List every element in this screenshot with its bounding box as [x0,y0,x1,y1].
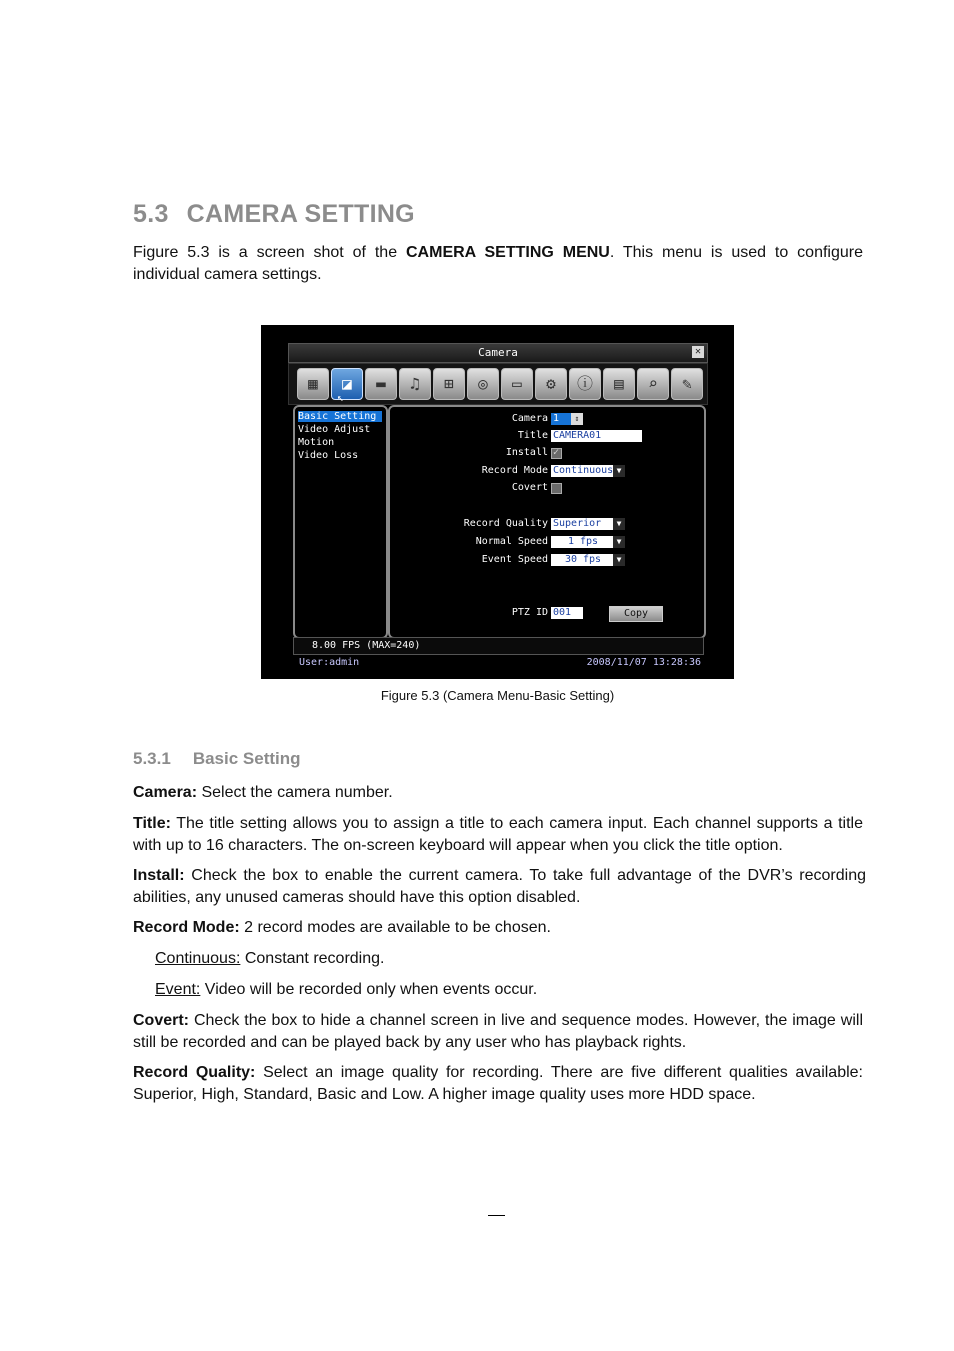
intro-bold: CAMERA SETTING MENU [406,244,610,261]
item-install [133,865,866,909]
record-mode-value: Continuous [553,465,614,476]
term: Event: [155,981,201,998]
record-mode-select[interactable] [551,465,625,477]
camera-menu-screenshot [261,325,734,679]
stepper-arrows-icon[interactable]: ⇕ [571,413,583,425]
menu-item-video-loss[interactable]: Video Loss [298,450,359,461]
tools-icon[interactable]: ✎ [671,368,703,400]
chevron-down-icon[interactable]: ▼ [613,465,625,477]
window-titlebar [288,343,708,363]
definition: Select an image quality for recording. There are five different qualities available: Superior, High, Standard, Basic and Low. A higher image quality uses more HDD space. [133,1064,863,1103]
item-camera [133,782,863,804]
term: Covert: [133,1012,190,1029]
definition: 2 record modes are available to be chosen. [239,919,551,936]
menu-item-basic-setting[interactable]: Basic Setting [298,411,382,422]
record-icon[interactable]: ▬ [365,368,397,400]
ptz-id-label: PTZ ID [511,607,548,618]
event-speed-value: 30 fps [564,554,602,565]
record-quality-label: Record Quality [463,518,548,529]
title-input[interactable]: CAMERA01 [551,430,642,442]
covert-checkbox[interactable] [551,483,562,494]
definition: Video will be recorded only when events occur. [200,981,538,998]
term: Install: [133,867,185,884]
event-speed-label: Event Speed [481,554,548,565]
system-icon[interactable]: ⚙ [535,368,567,400]
subsection-heading [133,749,301,769]
menu-item-motion[interactable]: Motion [298,437,335,448]
item-title [133,813,863,857]
item-record-mode [133,917,863,939]
status-bar [293,637,704,655]
definition: Select the camera number. [197,784,393,801]
intro-text-end: . This menu is used to configure individual camera settings. [133,244,863,283]
item-record-quality [133,1062,863,1106]
record-quality-select[interactable] [551,518,625,530]
window-title: Camera [478,346,518,359]
intro-text: Figure 5.3 is a screen shot of the [133,244,406,261]
subsection-number: 5.3.1 [133,749,171,768]
figure-caption: Figure 5.3 (Camera Menu-Basic Setting) [380,688,615,703]
info-icon[interactable]: ⓘ [569,368,601,400]
copy-button[interactable]: Copy [609,606,663,622]
submenu-panel [293,405,388,639]
section-title: CAMERA SETTING [186,200,415,228]
covert-label: Covert [511,482,548,493]
chevron-down-icon[interactable]: ▼ [613,536,625,548]
term: Title: [133,815,171,832]
camera-value: 1 [553,413,560,424]
subsection-title: Basic Setting [192,749,301,768]
menu-item-video-adjust[interactable]: Video Adjust [298,424,371,435]
display-icon[interactable]: ▦ [297,368,329,400]
fps-readout: 8.00 FPS (MAX=240) [312,640,421,651]
chevron-down-icon[interactable]: ▼ [613,554,625,566]
term: Record Mode: [133,919,240,936]
section-number: 5.3 [133,200,169,228]
ptz-id-input[interactable]: 001 [551,607,583,619]
current-user: User:admin [299,657,360,668]
record-mode-label: Record Mode [481,465,548,476]
alarm-icon[interactable]: ♫ [399,368,431,400]
checkmark-icon: ✓ [553,447,560,458]
definition: Check the box to hide a channel screen in live and sequence modes. However, the image will still be recorded and can be played back by any user who has playback rights. [133,1012,863,1051]
close-icon[interactable]: ✕ [692,346,704,358]
date-time: 2008/11/07 13:28:36 [586,657,701,668]
definition: Constant recording. [240,950,385,967]
title-label: Title [517,430,548,441]
event-speed-select[interactable] [551,554,625,566]
normal-speed-select[interactable] [551,536,625,548]
section-heading [133,200,415,229]
settings-panel [388,405,706,639]
mouse-cursor-icon: ↖ [337,391,344,404]
camera-icon[interactable]: ◪ [331,368,363,400]
camera-label: Camera [511,413,548,424]
network-icon[interactable]: ⊞ [433,368,465,400]
install-label: Install [505,447,548,458]
chevron-down-icon[interactable]: ▼ [613,518,625,530]
menu-toolbar [288,363,708,405]
item-event [155,979,537,1001]
event-log-icon[interactable]: ▤ [603,368,635,400]
search-icon[interactable]: ⌕ [637,368,669,400]
normal-speed-label: Normal Speed [475,536,548,547]
item-covert [133,1010,863,1054]
intro-paragraph [133,242,863,286]
term: Camera: [133,784,198,801]
record-quality-value: Superior [553,518,602,529]
disk-icon[interactable]: ◎ [467,368,499,400]
item-continuous [155,948,384,970]
monitor-icon[interactable]: ▭ [501,368,533,400]
camera-stepper[interactable] [551,413,583,425]
definition: Check the box to enable the current camera. To take full advantage of the DVR’s recording abilities, any unused cameras should have this option disabled. [133,867,866,906]
normal-speed-value: 1 fps [567,536,599,547]
term: Record Quality: [133,1064,256,1081]
definition: The title setting allows you to assign a title to each camera input. Each channel supports a title with up to 16 characters. The on-screen keyboard will appear when you click the title option. [133,815,863,854]
install-checkbox[interactable] [551,448,562,459]
page-footer-rule [488,1215,505,1216]
term: Continuous: [155,950,241,967]
